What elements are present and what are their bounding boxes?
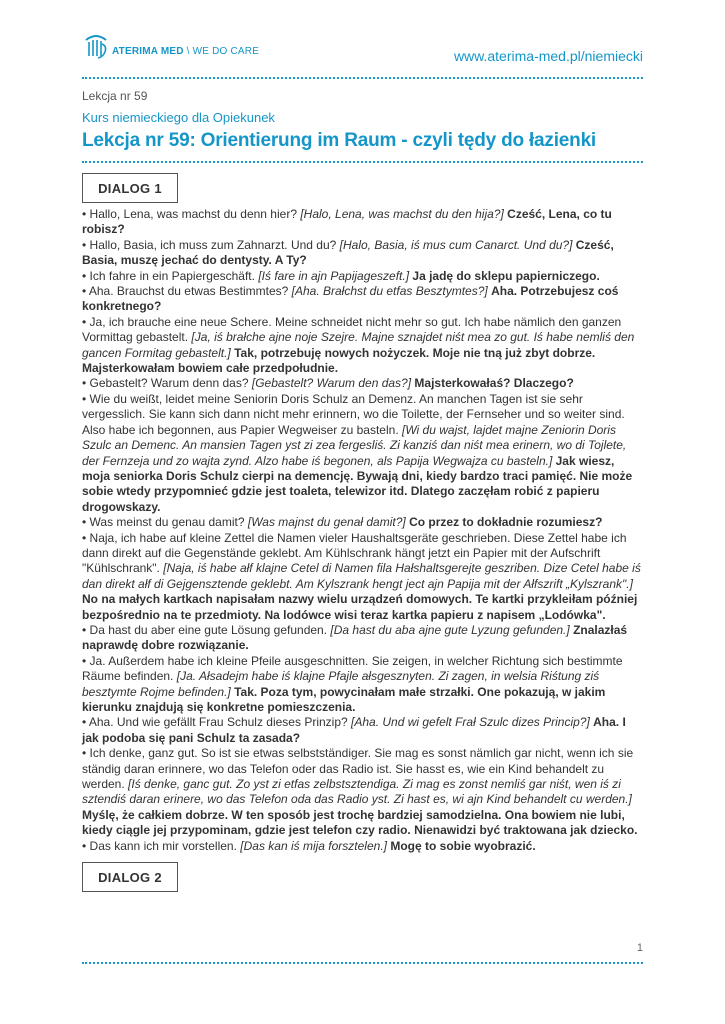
polish-text: No na małych kartkach napisałam nazwy wielu urządzeń domowych. Te kartki przykleiłam później bezpośrednio na te przedmioty. Na lodówce wisi teraz kartka papieru z napisem „Lodówka". bbox=[82, 592, 638, 622]
phonetic-text: [Halo, Basia, iś mus cum Canarct. Und du?] bbox=[339, 237, 573, 252]
dialog-1-content bbox=[82, 207, 643, 854]
dialog-line bbox=[82, 207, 643, 238]
german-text: • Naja, ich habe auf kleine Zettel die Namen vieler Haushaltsgeräte geschrieben. Diese Zettel habe ich dann direkt auf die Gegenstände geklebt. Am Kühlschrank hängt jetzt ein Papier mit der Aufschrift "Kühlschrank". bbox=[82, 530, 627, 576]
dialog-line bbox=[82, 654, 643, 716]
dialog-line bbox=[82, 238, 643, 269]
dialog-line bbox=[82, 515, 643, 530]
dialog-line bbox=[82, 269, 643, 284]
dialog-line bbox=[82, 315, 643, 377]
german-text: • Ich denke, ganz gut. So ist sie etwas selbstständiger. Sie mag es sonst nämlich gar nicht, wenn ich sie ständig daran erinnere, wo das Telefon oder das Radio ist. Sie hasst es, wie ein Kind behandelt zu werden. bbox=[82, 746, 634, 792]
german-text: • Das kann ich mir vorstellen. bbox=[82, 838, 237, 853]
polish-text: Ja jadę do sklepu papierniczego. bbox=[412, 268, 600, 283]
course-subtitle: Kurs niemieckiego dla Opiekunek bbox=[82, 110, 275, 125]
german-text: • Hallo, Basia, ich muss zum Zahnarzt. Und du? bbox=[82, 237, 337, 252]
phonetic-text: [Ja, iś brałche ajne noje Szejre. Majne sznajdet niśt mea zo gut. Iś habe nemliś den gancen Formitag gebastelt.] bbox=[82, 330, 635, 360]
logo-wordmark bbox=[112, 46, 259, 57]
phonetic-text: [Iś fare in ajn Papijageszeft.] bbox=[258, 268, 410, 283]
polish-text: Co przez to dokładnie rozumiesz? bbox=[409, 515, 603, 530]
german-text: • Was meinst du genau damit? bbox=[82, 515, 245, 530]
dialog-line bbox=[82, 531, 643, 623]
lesson-label: Lekcja nr 59 bbox=[82, 89, 148, 103]
dialog-line bbox=[82, 839, 643, 854]
polish-text: Cześć, Lena, co tu robisz? bbox=[82, 207, 612, 237]
page-number: 1 bbox=[636, 942, 643, 954]
brand-tagline: WE DO CARE bbox=[192, 46, 260, 57]
page-title: Lekcja nr 59: Orientierung im Raum - czyli tędy do łazienki bbox=[82, 130, 597, 151]
phonetic-text: [Was majnst du genał damit?] bbox=[247, 515, 406, 530]
phonetic-text: [Halo, Lena, was machst du den hija?] bbox=[300, 207, 504, 221]
polish-text: Myślę, że całkiem dobrze. W ten sposób jest trochę bardziej samodzielna. Ona bowiem nie lubi, kiedy ciągle jej przypominam, gdzie jest telefon czy radio. Nienawidzi być traktowana jak dziecko. bbox=[82, 807, 638, 838]
dialog-2-heading: DIALOG 2 bbox=[82, 862, 178, 892]
dialog-line bbox=[82, 623, 643, 654]
polish-text: Znalazłaś naprawdę dobre rozwiązanie. bbox=[82, 622, 628, 653]
polish-text: Majsterkowałaś? Dlaczego? bbox=[414, 376, 574, 391]
footer-divider bbox=[82, 962, 643, 964]
brand-logo bbox=[82, 30, 259, 60]
phonetic-text: [Da hast du aba ajne gute Lyzung gefunden.] bbox=[330, 622, 570, 637]
phonetic-text: [Iś denke, ganc gut. Zo yst zi etfas zelbstsztendiga. Zi mag es zonst nemliś gar niśt, wen iś zi sztendiś daran erinere, wo das Telefon oda das Radio yst. Zi hast es, wi ajn Kind behandelt cu werden.] bbox=[82, 777, 632, 807]
polish-text: Tak. Poza tym, powycinałam małe strzałki. One pokazują, w jakim kierunku znajdują się konkretne pomieszczenia. bbox=[82, 684, 606, 714]
dialog-line bbox=[82, 715, 643, 746]
polish-text: Mogę to sobie wyobrazić. bbox=[390, 838, 536, 853]
phonetic-text: [Das kan iś mija forsztelen.] bbox=[240, 838, 387, 853]
phonetic-text: [Aha. Und wi gefelt Frał Szulc dizes Princip?] bbox=[351, 715, 590, 730]
brand-separator: \ bbox=[186, 46, 190, 57]
title-divider bbox=[82, 161, 643, 163]
polish-text: Tak, potrzebuję nowych nożyczek. Moje nie tną już zbyt dobrze. Majsterkowałam bowiem całe przedpołudnie. bbox=[82, 345, 596, 376]
german-text: • Gebastelt? Warum denn das? bbox=[82, 376, 249, 391]
german-text: • Ja. Außerdem habe ich kleine Pfeile ausgeschnitten. Sie zeigen, in welcher Richtung sich bestimmte Räume befinden. bbox=[82, 653, 623, 684]
german-text: • Ich fahre in ein Papiergeschäft. bbox=[82, 268, 255, 283]
polish-text: Jak wiesz, moja seniorka Doris Schulz cierpi na demencję. Bywają dni, kiedy bardzo traci pamięć. Nie może sobie wtedy przypomnieć gdzie jest toaleta, telewizor itd. Dlatego zaczęłam robić z papieru drogowskazy. bbox=[82, 453, 633, 514]
german-text: • Aha. Und wie gefällt Frau Schulz dieses Prinzip? bbox=[82, 715, 348, 730]
german-text: • Ja, ich brauche eine neue Schere. Meine schneidet nicht mehr so gut. Ich habe nämlich den ganzen Vormittag gebastelt. bbox=[82, 314, 622, 345]
phonetic-text: [Aha. Brałchst du etfas Besztymtes?] bbox=[291, 284, 488, 299]
dialog-1-heading: DIALOG 1 bbox=[82, 173, 178, 203]
polish-text: Aha. Potrzebujesz coś konkretnego? bbox=[82, 284, 619, 314]
logo-icon bbox=[82, 30, 110, 60]
polish-text: Aha. I jak podoba się pani Schulz ta zasada? bbox=[82, 715, 626, 745]
german-text: • Aha. Brauchst du etwas Bestimmtes? bbox=[82, 284, 289, 299]
phonetic-text: [Gebastelt? Warum den das?] bbox=[251, 376, 412, 391]
polish-text: Cześć, Basia, muszę jechać do dentysty. A Ty? bbox=[82, 237, 614, 268]
dialog-line bbox=[82, 376, 643, 391]
brand-name: ATERIMA MED bbox=[112, 46, 184, 57]
phonetic-text: [Wi du wajst, lajdet majne Zeniorin Doris Szulc an Demenc. An mansien Tagen yst zi zea fergesliś. Zi kanziś dan niśt mea erinern, wo di Tojlete, der Fernzeja und zo wajta zynd. Alzo habe iś begonen, als Papija Wegwajza cu basteln.] bbox=[82, 422, 627, 468]
dialog-line bbox=[82, 746, 643, 838]
page-header bbox=[82, 30, 643, 70]
german-text: • Da hast du aber eine gute Lösung gefunden. bbox=[82, 622, 328, 637]
german-text: • Hallo, Lena, was machst du denn hier? bbox=[82, 207, 297, 221]
dialog-line bbox=[82, 392, 643, 515]
website-link[interactable]: www.aterima-med.pl/niemiecki bbox=[453, 48, 643, 64]
phonetic-text: [Naja, iś habe ałf klajne Cetel di Namen fila Hałshaltsgerejte geszriben. Dize Cetel habe iś dan direkt ałf di Gejgensztende geklebt. Am Kylszrank hengt ject ajn Papija mit der Ałfszrift „Kylszrank".] bbox=[82, 561, 641, 591]
dialog-line bbox=[82, 284, 643, 315]
phonetic-text: [Ja. Ałsadejm habe iś klajne Pfajle ałsgesznyten. Zi zagen, in welsia Riśtung ziś besztymte Rojme befinden.] bbox=[82, 669, 600, 699]
german-text: • Wie du weißt, leidet meine Seniorin Doris Schulz an Demenz. An manchen Tagen ist sie sehr vergesslich. Sie kann sich dann nicht mehr erinnern, wo die Toilette, der Fernseher und so weiter sind. Also habe ich begonnen, aus Papier Wegweiser zu basteln. bbox=[82, 391, 625, 437]
header-divider bbox=[82, 77, 643, 79]
